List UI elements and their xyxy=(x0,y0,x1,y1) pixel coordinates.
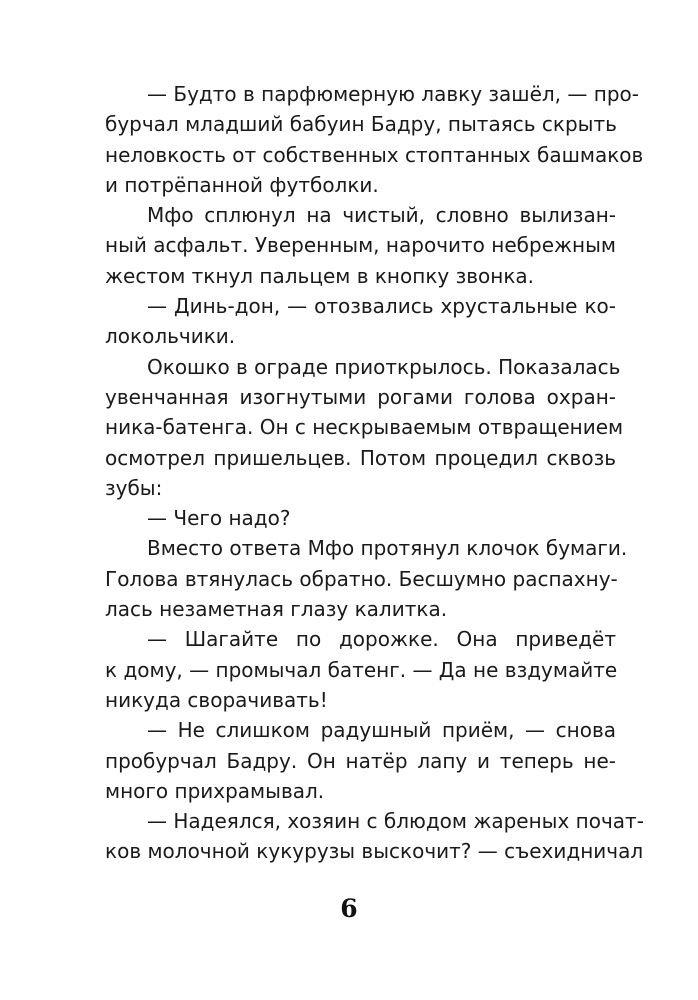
paragraph xyxy=(105,291,616,352)
paragraph xyxy=(105,533,628,624)
body-text xyxy=(105,79,644,867)
text-line: жестом ткнул пальцем в кнопку звонка. xyxy=(105,263,535,288)
page-number: 6 xyxy=(340,894,358,923)
paragraph xyxy=(105,715,616,806)
paragraph xyxy=(105,352,624,503)
text-line: и потрёпанной футболки. xyxy=(105,172,379,197)
text-line: бурчал младший бабуин Бадру, пытаясь скрыть xyxy=(105,112,617,137)
text-line: — Шагайте по дорожке. Она приведёт xyxy=(147,627,616,652)
text-line: ника-батенга. Он с нескрываемым отвращением xyxy=(105,415,624,440)
text-line: — Не слишком радушный приём, — снова xyxy=(147,718,616,743)
text-line: Мфо сплюнул на чистый, словно вылизан- xyxy=(147,203,616,228)
text-line: Голова втянулась обратно. Бесшумно распахну- xyxy=(105,566,618,591)
text-line: лась незаметная глазу калитка. xyxy=(105,597,448,622)
text-line: ный асфальт. Уверенным, нарочито небрежным xyxy=(105,233,616,258)
text-line: увенчанная изогнутыми рогами голова охран- xyxy=(105,384,616,409)
text-line: Окошко в ограде приоткрылось. Показалась xyxy=(147,354,621,379)
text-line: — Динь-дон, — отозвались хрустальные ко- xyxy=(147,294,616,319)
text-line: ков молочной кукурузы выскочит? — съехидничал xyxy=(105,839,644,864)
paragraph xyxy=(105,79,644,200)
text-line: — Надеялся, хозяин с блюдом жареных почат- xyxy=(147,809,644,834)
text-line: осмотрел пришельцев. Потом процедил сквозь xyxy=(105,445,616,470)
text-line: много прихрамывал. xyxy=(105,778,325,803)
text-line: — Чего надо? xyxy=(147,506,291,531)
text-line: к дому, — промычал батенг. — Да не вздумайте xyxy=(105,657,618,682)
text-line: никуда сворачивать! xyxy=(105,687,328,712)
text-line: — Будто в парфюмерную лавку зашёл, — про- xyxy=(147,82,639,106)
paragraph xyxy=(105,624,616,715)
text-line: Вместо ответа Мфо протянул клочок бумаги. xyxy=(147,536,628,561)
paragraph xyxy=(105,200,616,291)
text-line: зубы: xyxy=(105,475,163,500)
text-line: локольчики. xyxy=(105,324,236,349)
paragraph xyxy=(105,806,644,867)
text-line: пробурчал Бадру. Он натёр лапу и теперь не- xyxy=(105,748,616,773)
text-line: неловкость от собственных стоптанных башмаков xyxy=(105,142,644,167)
paragraph xyxy=(105,503,616,533)
